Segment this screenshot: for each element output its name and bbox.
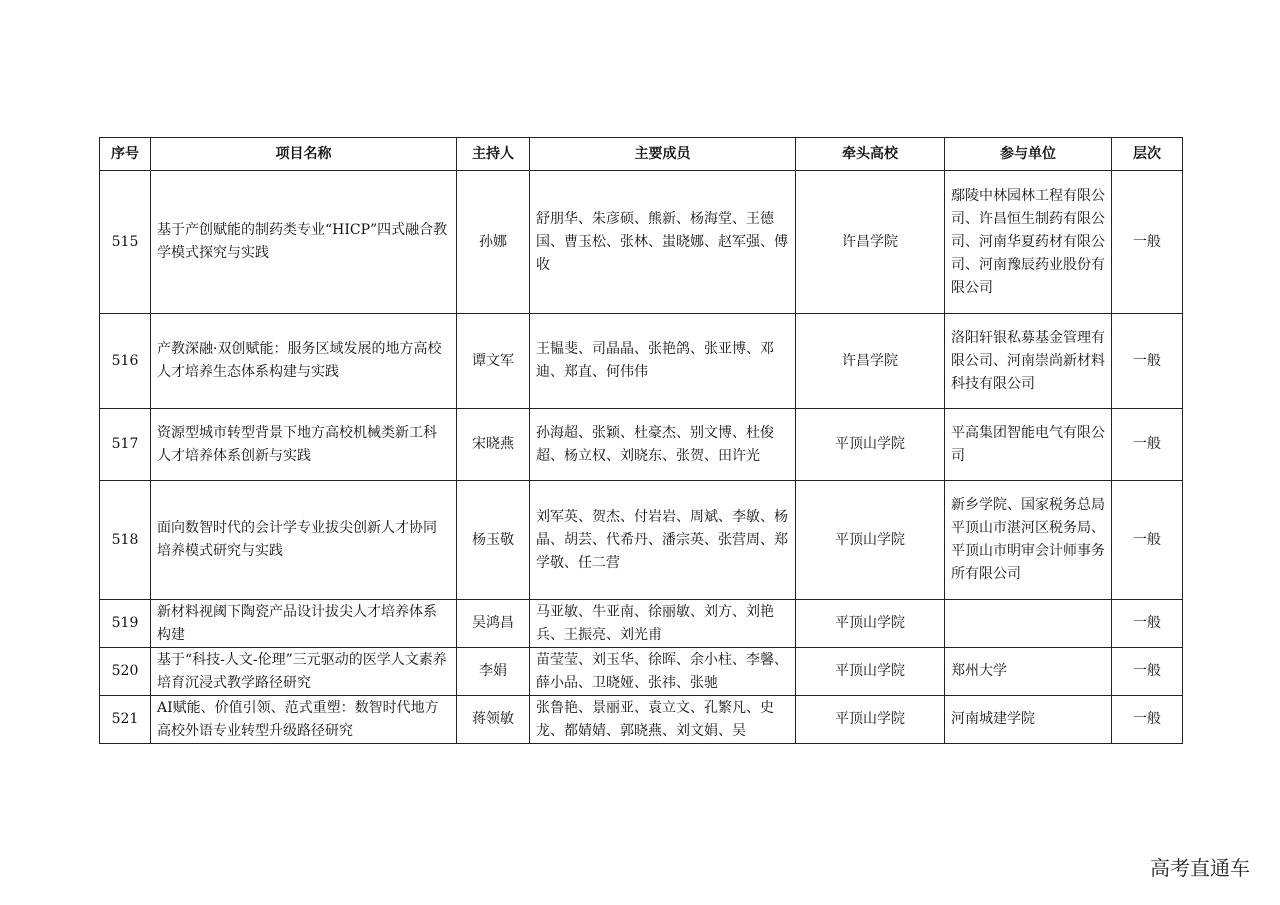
cell-no: 521 bbox=[100, 696, 151, 744]
cell-members: 苗莹莹、刘玉华、徐晖、余小柱、李馨、薛小品、卫晓娅、张祎、张驰 bbox=[530, 648, 796, 696]
cell-members: 马亚敏、牛亚南、徐丽敏、刘方、刘艳兵、王振亮、刘光甫 bbox=[530, 600, 796, 648]
table-row bbox=[100, 171, 1183, 314]
cell-partners: 郑州大学 bbox=[945, 648, 1112, 696]
cell-partners: 洛阳轩银私募基金管理有限公司、河南崇尚新材料科技有限公司 bbox=[945, 314, 1112, 409]
cell-name: 新材料视阈下陶瓷产品设计拔尖人才培养体系构建 bbox=[151, 600, 457, 648]
cell-lead: 平顶山学院 bbox=[796, 648, 945, 696]
table-row bbox=[100, 314, 1183, 409]
cell-name: 面向数智时代的会计学专业拔尖创新人才协同培养模式研究与实践 bbox=[151, 481, 457, 600]
cell-host: 吴鸿昌 bbox=[457, 600, 530, 648]
cell-partners: 鄢陵中林园林工程有限公司、许昌恒生制药有限公司、河南华夏药材有限公司、河南豫辰药业股份有限公司 bbox=[945, 171, 1112, 314]
table-row bbox=[100, 600, 1183, 648]
cell-level: 一般 bbox=[1112, 648, 1183, 696]
header-lead: 牵头高校 bbox=[796, 138, 945, 171]
cell-host: 谭文军 bbox=[457, 314, 530, 409]
cell-host: 宋晓燕 bbox=[457, 409, 530, 481]
cell-no: 518 bbox=[100, 481, 151, 600]
cell-no: 519 bbox=[100, 600, 151, 648]
header-host: 主持人 bbox=[457, 138, 530, 171]
header-partners: 参与单位 bbox=[945, 138, 1112, 171]
cell-lead: 许昌学院 bbox=[796, 171, 945, 314]
cell-members: 舒朋华、朱彦硕、熊新、杨海堂、王德国、曹玉松、张林、蚩晓娜、赵军强、傅收 bbox=[530, 171, 796, 314]
cell-partners: 河南城建学院 bbox=[945, 696, 1112, 744]
cell-level: 一般 bbox=[1112, 314, 1183, 409]
cell-level: 一般 bbox=[1112, 600, 1183, 648]
cell-level: 一般 bbox=[1112, 481, 1183, 600]
header-members: 主要成员 bbox=[530, 138, 796, 171]
cell-partners: 新乡学院、国家税务总局平顶山市湛河区税务局、平顶山市明审会计师事务所有限公司 bbox=[945, 481, 1112, 600]
watermark-logo: 高考直通车 bbox=[1150, 856, 1250, 880]
header-name: 项目名称 bbox=[151, 138, 457, 171]
cell-level: 一般 bbox=[1112, 171, 1183, 314]
cell-lead: 许昌学院 bbox=[796, 314, 945, 409]
cell-no: 515 bbox=[100, 171, 151, 314]
cell-lead: 平顶山学院 bbox=[796, 696, 945, 744]
cell-no: 517 bbox=[100, 409, 151, 481]
table-header-row bbox=[100, 138, 1183, 171]
cell-members: 刘军英、贺杰、付岩岩、周斌、李敏、杨晶、胡芸、代希丹、潘宗英、张营周、郑学敬、任二营 bbox=[530, 481, 796, 600]
cell-lead: 平顶山学院 bbox=[796, 600, 945, 648]
cell-lead: 平顶山学院 bbox=[796, 481, 945, 600]
cell-host: 蒋领敏 bbox=[457, 696, 530, 744]
cell-members: 孙海超、张颖、杜豪杰、别文博、杜俊超、杨立权、刘晓东、张贺、田许光 bbox=[530, 409, 796, 481]
cell-host: 孙娜 bbox=[457, 171, 530, 314]
cell-name: 基于“科技-人文-伦理”三元驱动的医学人文素养培育沉浸式教学路径研究 bbox=[151, 648, 457, 696]
cell-host: 李娟 bbox=[457, 648, 530, 696]
cell-members-text: 张鲁艳、景丽亚、袁立文、孔繁凡、史龙、都婧婧、郭晓燕、刘文娟、吴 bbox=[536, 699, 774, 739]
cell-name: 资源型城市转型背景下地方高校机械类新工科人才培养体系创新与实践 bbox=[151, 409, 457, 481]
cell-no: 520 bbox=[100, 648, 151, 696]
cell-partners: 平高集团智能电气有限公司 bbox=[945, 409, 1112, 481]
cell-name: 产教深融·双创赋能：服务区域发展的地方高校人才培养生态体系构建与实践 bbox=[151, 314, 457, 409]
table-row bbox=[100, 481, 1183, 600]
cell-name: 基于产创赋能的制药类专业“HICP”四式融合教学模式探究与实践 bbox=[151, 171, 457, 314]
header-no: 序号 bbox=[100, 138, 151, 171]
table-row bbox=[100, 648, 1183, 696]
cell-no: 516 bbox=[100, 314, 151, 409]
cell-name: AI赋能、价值引领、范式重塑：数智时代地方高校外语专业转型升级路径研究 bbox=[151, 696, 457, 744]
header-level: 层次 bbox=[1112, 138, 1183, 171]
project-table bbox=[99, 137, 1183, 744]
table-row bbox=[100, 696, 1183, 744]
cell-members bbox=[530, 696, 796, 744]
cell-lead: 平顶山学院 bbox=[796, 409, 945, 481]
cell-level: 一般 bbox=[1112, 409, 1183, 481]
cell-host: 杨玉敬 bbox=[457, 481, 530, 600]
table-row bbox=[100, 409, 1183, 481]
cell-partners bbox=[945, 600, 1112, 648]
cell-level: 一般 bbox=[1112, 696, 1183, 744]
cell-members: 王韫斐、司晶晶、张艳鸽、张亚博、邓迪、郑直、何伟伟 bbox=[530, 314, 796, 409]
